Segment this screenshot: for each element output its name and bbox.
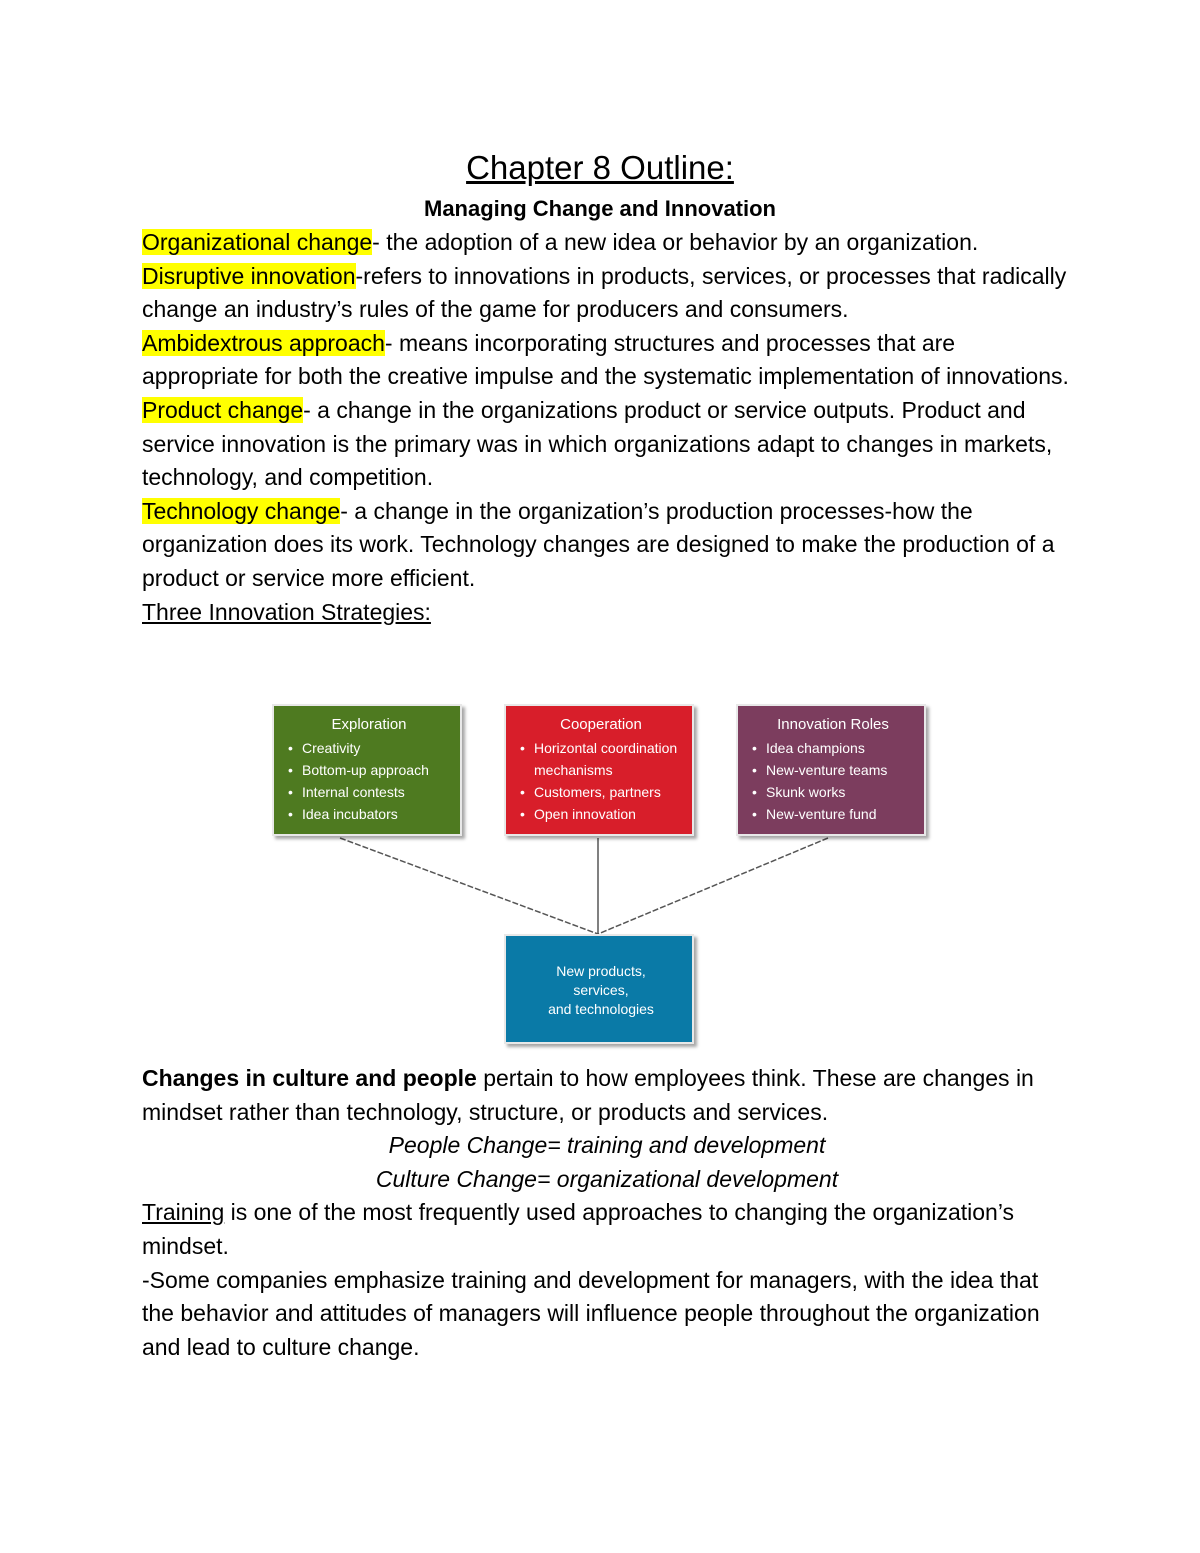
definition-text: - a change in the organizations product or service outputs. Product and service innovation is the primary was in which organizations adapt to changes in markets, technology, and competition. [142,396,1053,491]
outcome-line: services, [573,982,629,998]
definition-text: - means incorporating structures and processes that are appropriate for both the creative impulse and the systematic implementation of innovations. [142,329,1069,390]
outcome-line: and technologies [548,1001,654,1017]
term-highlight: Disruptive innovation [142,262,356,289]
training-term: Training [142,1199,225,1226]
term-highlight: Technology change [142,497,341,524]
definition-text: - a change in the organization’s production processes-how the organization does its work. Technology changes are designed to make the production of a product or service more efficient. [142,497,1055,591]
outcome-line: New products, [556,963,646,979]
training-text: is one of the most frequently used approaches to changing the organization’s mindset. [142,1199,1015,1259]
term-highlight: Organizational change [142,229,373,255]
connector-exploration [340,838,598,934]
list-item: • Customers, partners [520,781,682,803]
innovation-roles-box [736,704,926,836]
definition-disruptive-innovation [142,260,1072,327]
outcome-box [504,934,694,1044]
culture-section [142,1062,1072,1364]
list-item: • Horizontal coordination mechanisms [520,737,682,781]
cooperation-box [504,704,694,836]
list-item: • Creativity [288,737,450,759]
term-highlight: Ambidextrous approach [142,329,385,356]
culture-change-line: Culture Change= organizational development [375,1165,839,1192]
list-item: • Bottom-up approach [288,759,450,781]
definition-organizational-change [142,226,1072,260]
culture-text: pertain to how employees think. These are changes in mindset rather than technology, structure, or products and services. [142,1065,1034,1125]
culture-paragraph [142,1062,1072,1129]
strategies-heading: Three Innovation Strategies: [142,598,431,625]
definition-technology-change [142,495,1072,596]
innovation-strategies-diagram [270,700,930,1050]
box-title: Exploration [331,716,407,733]
definition-text: -refers to innovations in products, services, or processes that radically change an industry’s rules of the game for producers and consumers. [142,262,1067,323]
definition-text: - the adoption of a new idea or behavior by an organization. [372,229,979,255]
people-change-line: People Change= training and development [388,1132,826,1159]
list-item: • New-venture fund [752,803,914,825]
term-highlight: Product change [142,396,304,423]
connector-roles [598,838,828,934]
culture-bold-term: Changes in culture and people [142,1065,477,1091]
page-title: Chapter 8 Outline: [466,149,734,186]
list-item: • Skunk works [752,781,914,803]
box-title: Innovation Roles [777,716,889,733]
box-title: Cooperation [560,716,642,733]
page-subtitle: Managing Change and Innovation [424,196,776,221]
list-item: • New-venture teams [752,759,914,781]
definitions-section [142,226,1072,629]
list-item: • Internal contests [288,781,450,803]
list-item: • Idea incubators [288,803,450,825]
exploration-box [272,704,462,836]
list-item: • Idea champions [752,737,914,759]
training-paragraph [142,1196,1072,1263]
definition-ambidextrous-approach [142,327,1072,394]
managers-paragraph: -Some companies emphasize training and development for managers, with the idea that the behavior and attitudes of managers will influence people throughout the organization and lead to culture change. [142,1266,1040,1360]
list-item: • Open innovation [520,803,682,825]
definition-product-change [142,394,1072,495]
